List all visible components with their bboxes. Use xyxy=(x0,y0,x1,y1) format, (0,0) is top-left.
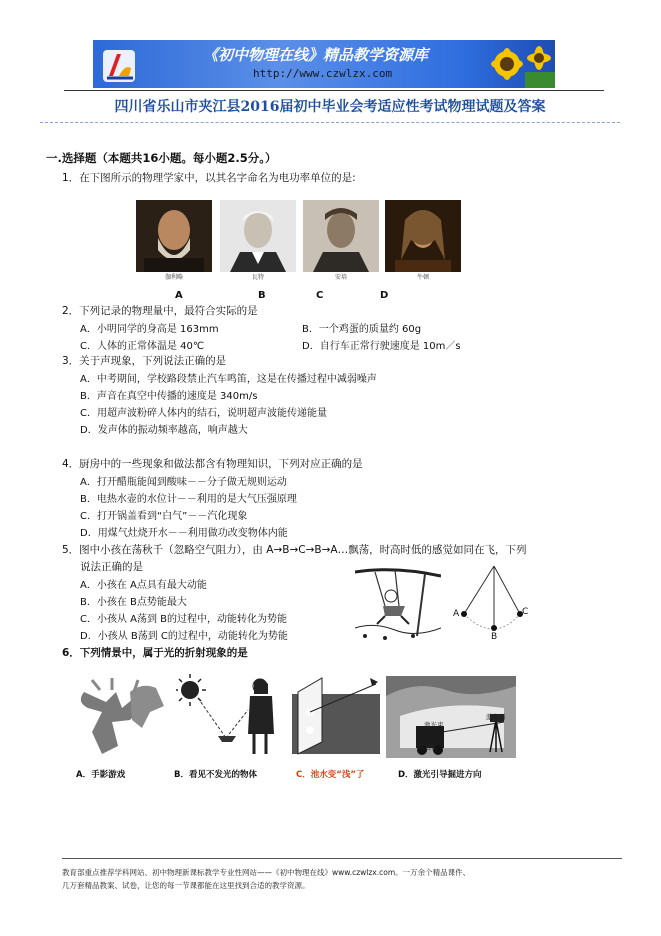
question-6: 6．下列情景中，属于光的折射现象的是 xyxy=(62,647,248,659)
q5-option-c: C．小孩从 A荡到 B的过程中，动能转化为势能 xyxy=(80,614,288,625)
document-title: 四川省乐山市夹江县2016届初中毕业会考适应性考试物理试题及答案 xyxy=(114,99,546,115)
q3-option-a: A．中考期间，学校路段禁止汽车鸣笛，这是在传播过程中减弱噪声 xyxy=(80,374,377,385)
footer-text xyxy=(62,866,622,892)
header-banner xyxy=(93,40,555,88)
hand-shadow-image xyxy=(72,672,168,758)
q6-caption-d: D．激光引导掘进方向 xyxy=(398,770,482,780)
title-rule xyxy=(40,122,620,123)
ampere-portrait xyxy=(303,200,379,272)
q2-option-a: A．小明同学的身高是 163mm xyxy=(80,324,219,335)
q4-option-b: B．电热水壶的水位计－－利用的是大气压强原理 xyxy=(80,494,297,505)
pendulum-label-a: A xyxy=(453,609,460,619)
caption-newton: 牛顿 xyxy=(416,274,429,281)
pendulum-label-c: C xyxy=(522,607,529,617)
non-luminous-object-image xyxy=(176,672,286,758)
choice-letter-c: C xyxy=(316,290,324,301)
question-5-line-2: 说法正确的是 xyxy=(80,561,143,573)
choice-letter-b: B xyxy=(258,290,266,301)
caption-ampere: 安培 xyxy=(334,274,347,281)
q4-option-c: C．打开锅盖看到“白气”－－汽化现象 xyxy=(80,511,248,522)
footer-rule xyxy=(62,858,622,859)
q6-caption-c: C．池水变“浅”了 xyxy=(296,770,365,780)
question-3: 3．关于声现象，下列说法正确的是 xyxy=(62,355,227,367)
q2-option-d: D．自行车正常行驶速度是 10m／s xyxy=(302,341,461,352)
laser-device-label: 激光器 xyxy=(486,713,506,721)
footer-line-1: 教育部重点推荐学科网站、初中物理新课标教学专业性网站——《初中物理在线》www.czwlzx.com。一万余个精品课件、 xyxy=(62,868,471,877)
question-2: 2．下列记录的物理量中，最符合实际的是 xyxy=(62,305,258,317)
q5-option-d: D．小孩从 B荡到 C的过程中，动能转化为势能 xyxy=(80,631,288,642)
choice-letter-a: A xyxy=(175,290,183,301)
machine-label: 掘进机 xyxy=(418,743,438,751)
pendulum-diagram xyxy=(448,562,548,648)
pendulum-label-b: B xyxy=(491,632,498,642)
caption-galileo: 伽利略 xyxy=(164,274,183,281)
question-1: 1．在下图所示的物理学家中，以其名字命名为电功率单位的是: xyxy=(62,172,356,184)
question-5-line-1: 5．图中小孩在荡秋千（忽略空气阻力），由 A→B→C→B→A…飘荡，时高时低的感觉如同在飞，下列 xyxy=(62,544,527,556)
pool-refraction-image xyxy=(288,672,384,758)
q5-option-a: A．小孩在 A点具有最大动能 xyxy=(80,580,207,591)
swing-child-illustration xyxy=(355,566,441,644)
q6-caption-a: A．手影游戏 xyxy=(76,770,126,780)
header-rule xyxy=(64,90,604,91)
galileo-portrait xyxy=(136,200,212,272)
q2-option-c: C．人体的正常体温是 40℃ xyxy=(80,341,205,352)
banner-title: 《初中物理在线》精品教学资源库 xyxy=(203,46,429,64)
logo-icon xyxy=(99,44,139,84)
caption-watt: 瓦特 xyxy=(251,274,264,281)
q3-option-b: B．声音在真空中传播的速度是 340m/s xyxy=(80,391,258,402)
newton-portrait xyxy=(385,200,461,272)
watt-portrait xyxy=(220,200,296,272)
q2-option-b: B．一个鸡蛋的质量约 60g xyxy=(302,324,422,335)
q3-option-d: D．发声体的振动频率越高，响声越大 xyxy=(80,425,248,436)
q4-option-d: D．用煤气灶烧开水－－利用做功改变物体内能 xyxy=(80,528,288,539)
banner-url[interactable]: http://www.czwlzx.com xyxy=(253,67,393,80)
q4-option-a: A．打开醋瓶能闻到酸味－－分子做无规则运动 xyxy=(80,477,287,488)
q6-caption-b: B．看见不发光的物体 xyxy=(174,770,257,780)
q5-option-b: B．小孩在 B点势能最大 xyxy=(80,597,187,608)
question-4: 4．厨房中的一些现象和做法都含有物理知识，下列对应正确的是 xyxy=(62,458,363,470)
choice-letter-d: D xyxy=(380,290,389,301)
q3-option-c: C．用超声波粉碎人体内的结石，说明超声波能传递能量 xyxy=(80,408,327,419)
sunflower-icon xyxy=(485,40,555,88)
laser-beam-label: 激光束 xyxy=(424,721,444,729)
footer-line-2: 几万套精品教案、试卷，让您的每一节课都能在这里找到合适的教学资源。 xyxy=(62,881,310,890)
section-heading: 一.选择题（本题共16小题。每小题2.5分。） xyxy=(46,151,277,165)
